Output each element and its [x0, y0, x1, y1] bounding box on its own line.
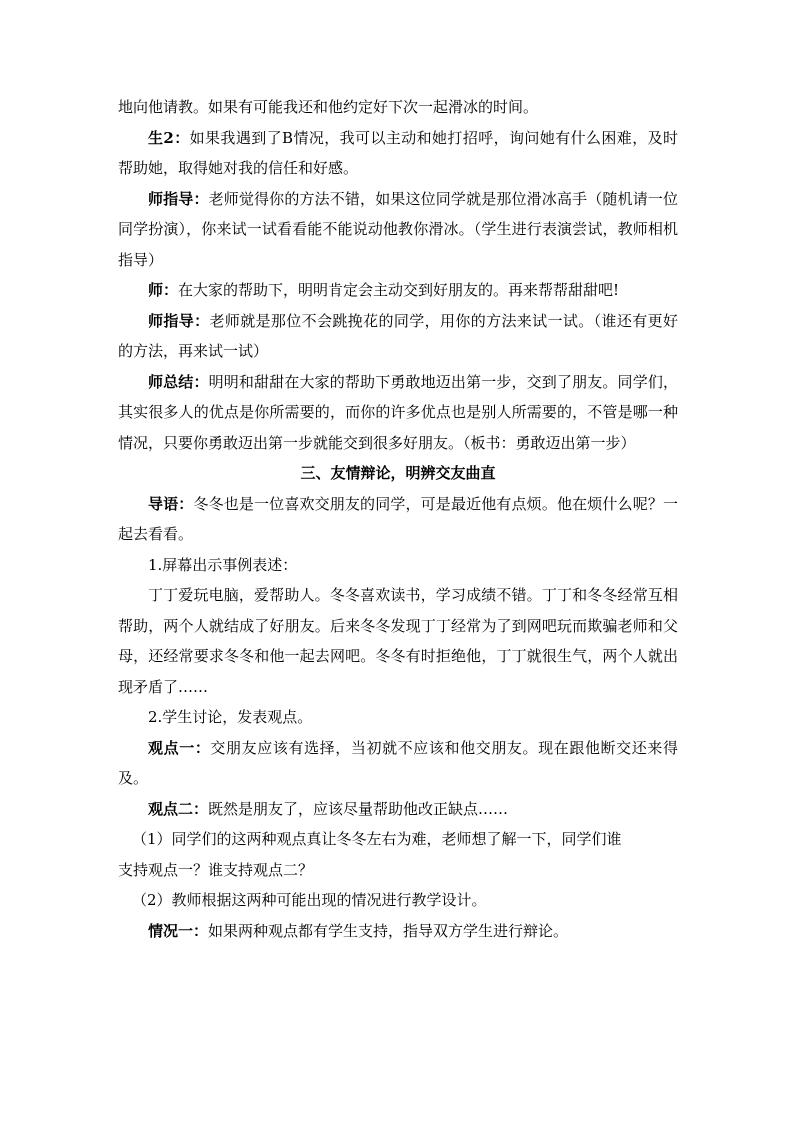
speaker-label: 师总结：: [148, 372, 209, 391]
paragraph-text: 既然是朋友了，应该尽量帮助他改正缺点……: [208, 799, 509, 818]
paragraph-step-1: 1.屏幕出示事例表述：: [148, 555, 298, 574]
paragraph-teacher-guide-2: [118, 306, 678, 367]
paragraph-teacher-guide-1: [118, 184, 678, 276]
paragraph-sub-2: （2）教师根据这两种可能出现的情况进行教学设计。: [132, 891, 487, 909]
paragraph-viewpoint-2: [118, 794, 678, 825]
speaker-label: 师：: [148, 281, 179, 299]
paragraph-teacher-summary: [118, 367, 678, 459]
paragraph-text: 交朋友应该有选择，当初就不应该和他交朋友。现在跟他断交还来得及。: [118, 738, 678, 787]
paragraph-sub-1-continued: 支持观点一？谁支持观点二？: [118, 860, 314, 879]
paragraph-0: 地向他请教。如果有可能我还和他约定好下次一起滑冰的时间。: [118, 98, 539, 116]
viewpoint-label: 观点一：: [148, 738, 211, 757]
paragraph-text: 老师就是那位不会跳挽花的同学，用你的方法来试一试。（谁还有更好的方法，再来试一试）: [118, 311, 678, 360]
viewpoint-label: 观点二：: [148, 799, 209, 818]
paragraph-step-2: 2.学生讨论，发表观点。: [148, 708, 313, 726]
paragraph-text: 在大家的帮助下，明明肯定会主动交到好朋友的。再来帮帮甜甜吧!: [178, 281, 620, 299]
speaker-label: 师指导：: [148, 311, 210, 330]
paragraph-case-story: 丁丁爱玩电脑，爱帮助人。冬冬喜欢读书，学习成绩不错。丁丁和冬冬经常互相帮助，两个人就结成了好朋友。后来冬冬发现丁丁经常为了到网吧玩而欺骗老师和父母，还经常要求冬冬和他一起去网吧。冬冬有时拒绝他，丁丁就很生气，两个人就出现矛盾了……: [118, 586, 678, 696]
section-heading: 三、友情辩论，明辨交友曲直: [300, 464, 496, 482]
speaker-label: 生2：: [148, 128, 190, 147]
situation-label: 情况一：: [148, 921, 209, 940]
paragraph-teacher: [118, 275, 678, 306]
paragraph-sub-1: （1）同学们的这两种观点真让冬冬左右为难，老师想了解一下，同学们谁: [132, 830, 622, 848]
paragraph-text: 老师觉得你的方法不错，如果这位同学就是那位滑冰高手（随机请一位同学扮演），你来试一试看看能不能说动他教你滑冰。（学生进行表演尝试，教师相机指导）: [118, 189, 678, 269]
paragraph-student-2: [118, 123, 678, 184]
paragraph-situation-1: [118, 916, 678, 947]
paragraph-text: 明明和甜甜在大家的帮助下勇敢地迈出第一步，交到了朋友。同学们，其实很多人的优点是你所需要的，而你的许多优点也是别人所需要的，不管是哪一种情况，只要你勇敢迈出第一步就能交到很多好朋友。（板书：勇敢迈出第一步）: [118, 372, 678, 452]
speaker-label: 导语：: [148, 494, 194, 513]
document-page: [118, 92, 678, 946]
paragraph-text: 如果两种观点都有学生支持，指导双方学生进行辩论。: [208, 921, 569, 940]
paragraph-intro: [118, 489, 678, 550]
paragraph-viewpoint-1: [118, 733, 678, 794]
paragraph-text: 冬冬也是一位喜欢交朋友的同学，可是最近他有点烦。他在烦什么呢？一起去看看。: [118, 494, 678, 543]
paragraph-text: 如果我遇到了B情况，我可以主动和她打招呼，询问她有什么困难，及时帮助她，取得她对我的信任和好感。: [118, 128, 679, 177]
speaker-label: 师指导：: [148, 189, 209, 208]
